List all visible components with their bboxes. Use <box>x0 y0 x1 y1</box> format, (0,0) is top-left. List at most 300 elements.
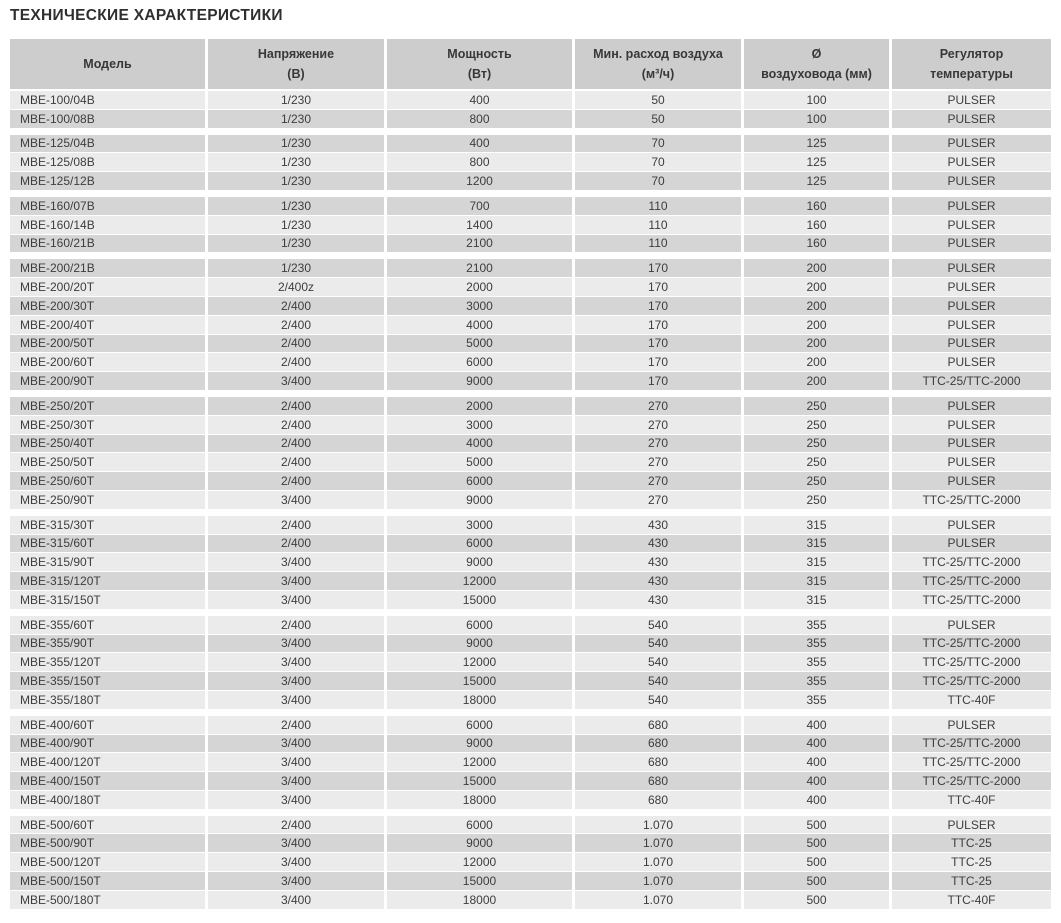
cell-power: 15000 <box>387 672 572 690</box>
model-group <box>10 716 1051 809</box>
cell-model: MBE-400/120T <box>10 753 205 771</box>
cell-model: MBE-315/90T <box>10 553 205 571</box>
cell-regulator: PULSER <box>892 816 1051 834</box>
cell-power: 12000 <box>387 753 572 771</box>
cell-airflow: 270 <box>575 435 741 453</box>
cell-duct: 315 <box>744 591 889 609</box>
cell-airflow: 430 <box>575 516 741 534</box>
cell-model: MBE-500/60T <box>10 816 205 834</box>
cell-airflow: 50 <box>575 91 741 109</box>
cell-model: MBE-500/120T <box>10 853 205 871</box>
cell-voltage: 1/230 <box>208 110 384 128</box>
cell-duct: 200 <box>744 259 889 277</box>
table-row <box>10 416 1051 434</box>
cell-duct: 100 <box>744 91 889 109</box>
table-row <box>10 591 1051 609</box>
cell-regulator: PULSER <box>892 91 1051 109</box>
cell-regulator: PULSER <box>892 172 1051 190</box>
cell-duct: 500 <box>744 816 889 834</box>
cell-model: MBE-500/180T <box>10 891 205 909</box>
cell-regulator: PULSER <box>892 110 1051 128</box>
cell-airflow: 170 <box>575 353 741 371</box>
cell-model: MBE-355/60T <box>10 616 205 634</box>
cell-voltage: 2/400 <box>208 297 384 315</box>
cell-voltage: 3/400 <box>208 753 384 771</box>
cell-model: MBE-250/60T <box>10 472 205 490</box>
cell-model: MBE-250/90T <box>10 491 205 509</box>
cell-voltage: 2/400 <box>208 335 384 353</box>
cell-regulator: TTC-25 <box>892 834 1051 852</box>
cell-airflow: 170 <box>575 297 741 315</box>
model-group <box>10 397 1051 509</box>
cell-airflow: 110 <box>575 216 741 234</box>
table-row <box>10 110 1051 128</box>
cell-regulator: TTC-25/TTC-2000 <box>892 753 1051 771</box>
cell-regulator: PULSER <box>892 535 1051 553</box>
cell-regulator: TTC-25/TTC-2000 <box>892 653 1051 671</box>
model-group <box>10 197 1051 252</box>
cell-duct: 315 <box>744 553 889 571</box>
cell-duct: 200 <box>744 353 889 371</box>
table-row <box>10 453 1051 471</box>
cell-voltage: 1/230 <box>208 216 384 234</box>
cell-voltage: 1/230 <box>208 259 384 277</box>
cell-model: MBE-200/60T <box>10 353 205 371</box>
cell-model: MBE-100/08B <box>10 110 205 128</box>
cell-voltage: 3/400 <box>208 834 384 852</box>
cell-regulator: PULSER <box>892 235 1051 253</box>
cell-regulator: TTC-25/TTC-2000 <box>892 591 1051 609</box>
cell-duct: 400 <box>744 753 889 771</box>
cell-airflow: 50 <box>575 110 741 128</box>
cell-power: 12000 <box>387 653 572 671</box>
cell-model: MBE-160/21B <box>10 235 205 253</box>
cell-voltage: 2/400 <box>208 516 384 534</box>
column-header-regulator <box>892 39 1051 89</box>
cell-voltage: 3/400 <box>208 891 384 909</box>
cell-duct: 315 <box>744 535 889 553</box>
cell-voltage: 1/230 <box>208 172 384 190</box>
cell-model: MBE-160/07B <box>10 197 205 215</box>
cell-model: MBE-500/150T <box>10 872 205 890</box>
table-row <box>10 197 1051 215</box>
table-row <box>10 735 1051 753</box>
cell-airflow: 270 <box>575 472 741 490</box>
cell-airflow: 680 <box>575 735 741 753</box>
cell-power: 9000 <box>387 635 572 653</box>
cell-model: MBE-355/150T <box>10 672 205 690</box>
cell-model: MBE-160/14B <box>10 216 205 234</box>
cell-power: 9000 <box>387 834 572 852</box>
cell-model: MBE-355/180T <box>10 691 205 709</box>
cell-model: MBE-250/40T <box>10 435 205 453</box>
cell-duct: 500 <box>744 853 889 871</box>
cell-model: MBE-315/30T <box>10 516 205 534</box>
cell-power: 400 <box>387 135 572 153</box>
cell-regulator: PULSER <box>892 616 1051 634</box>
cell-regulator: PULSER <box>892 716 1051 734</box>
cell-airflow: 540 <box>575 653 741 671</box>
cell-model: MBE-400/90T <box>10 735 205 753</box>
cell-duct: 315 <box>744 516 889 534</box>
table-row <box>10 616 1051 634</box>
cell-model: MBE-250/20T <box>10 397 205 415</box>
cell-model: MBE-200/50T <box>10 335 205 353</box>
cell-model: MBE-250/30T <box>10 416 205 434</box>
model-group <box>10 816 1051 909</box>
cell-duct: 400 <box>744 772 889 790</box>
cell-airflow: 1.070 <box>575 834 741 852</box>
cell-model: MBE-315/60T <box>10 535 205 553</box>
cell-regulator: TTC-25 <box>892 853 1051 871</box>
cell-voltage: 1/230 <box>208 235 384 253</box>
cell-airflow: 540 <box>575 691 741 709</box>
table-row <box>10 816 1051 834</box>
cell-duct: 355 <box>744 691 889 709</box>
cell-airflow: 270 <box>575 491 741 509</box>
cell-model: MBE-200/40T <box>10 316 205 334</box>
cell-model: MBE-355/120T <box>10 653 205 671</box>
table-row <box>10 772 1051 790</box>
cell-power: 12000 <box>387 853 572 871</box>
cell-voltage: 3/400 <box>208 635 384 653</box>
table-row <box>10 635 1051 653</box>
cell-model: MBE-125/04B <box>10 135 205 153</box>
table-row <box>10 316 1051 334</box>
cell-airflow: 270 <box>575 416 741 434</box>
cell-airflow: 1.070 <box>575 816 741 834</box>
table-row <box>10 372 1051 390</box>
cell-voltage: 1/230 <box>208 91 384 109</box>
cell-regulator: PULSER <box>892 516 1051 534</box>
table-row <box>10 491 1051 509</box>
cell-voltage: 3/400 <box>208 591 384 609</box>
table-body <box>10 91 1051 909</box>
cell-power: 6000 <box>387 353 572 371</box>
cell-voltage: 2/400 <box>208 435 384 453</box>
cell-duct: 500 <box>744 872 889 890</box>
cell-airflow: 1.070 <box>575 872 741 890</box>
cell-duct: 355 <box>744 653 889 671</box>
cell-power: 15000 <box>387 591 572 609</box>
cell-model: MBE-400/60T <box>10 716 205 734</box>
cell-power: 4000 <box>387 435 572 453</box>
cell-voltage: 3/400 <box>208 672 384 690</box>
cell-model: MBE-355/90T <box>10 635 205 653</box>
table-row <box>10 353 1051 371</box>
cell-voltage: 3/400 <box>208 853 384 871</box>
table-row <box>10 853 1051 871</box>
cell-airflow: 430 <box>575 572 741 590</box>
cell-model: MBE-200/20T <box>10 278 205 296</box>
page-title: ТЕХНИЧЕСКИЕ ХАРАКТЕРИСТИКИ <box>10 7 283 24</box>
table-row <box>10 172 1051 190</box>
cell-regulator: TTC-25/TTC-2000 <box>892 553 1051 571</box>
cell-duct: 250 <box>744 435 889 453</box>
table-header-row <box>10 39 1051 89</box>
cell-power: 6000 <box>387 816 572 834</box>
cell-duct: 400 <box>744 791 889 809</box>
cell-duct: 500 <box>744 891 889 909</box>
column-header-line: воздуховода (мм) <box>761 67 872 81</box>
column-header-power <box>387 39 572 89</box>
cell-voltage: 2/400 <box>208 535 384 553</box>
cell-voltage: 2/400z <box>208 278 384 296</box>
cell-model: MBE-400/180T <box>10 791 205 809</box>
cell-regulator: TTC-40F <box>892 891 1051 909</box>
table-row <box>10 535 1051 553</box>
cell-power: 800 <box>387 153 572 171</box>
cell-duct: 125 <box>744 172 889 190</box>
table-row <box>10 872 1051 890</box>
column-header-model <box>10 39 205 89</box>
cell-duct: 400 <box>744 716 889 734</box>
column-header-line: (В) <box>287 67 305 81</box>
cell-airflow: 110 <box>575 235 741 253</box>
cell-regulator: PULSER <box>892 416 1051 434</box>
column-header-line: Мин. расход воздуха <box>593 47 723 61</box>
column-header-line: Регулятор <box>939 47 1004 61</box>
cell-power: 400 <box>387 91 572 109</box>
cell-model: MBE-200/30T <box>10 297 205 315</box>
table-row <box>10 335 1051 353</box>
cell-regulator: PULSER <box>892 397 1051 415</box>
cell-duct: 315 <box>744 572 889 590</box>
cell-duct: 500 <box>744 834 889 852</box>
cell-model: MBE-500/90T <box>10 834 205 852</box>
model-group <box>10 616 1051 709</box>
cell-voltage: 3/400 <box>208 372 384 390</box>
cell-voltage: 2/400 <box>208 416 384 434</box>
cell-duct: 400 <box>744 735 889 753</box>
cell-power: 6000 <box>387 472 572 490</box>
cell-voltage: 3/400 <box>208 772 384 790</box>
table-row <box>10 672 1051 690</box>
column-header-line: (Вт) <box>467 67 492 81</box>
cell-airflow: 680 <box>575 772 741 790</box>
cell-duct: 200 <box>744 335 889 353</box>
table-row <box>10 691 1051 709</box>
cell-power: 2100 <box>387 259 572 277</box>
cell-voltage: 2/400 <box>208 397 384 415</box>
cell-power: 6000 <box>387 716 572 734</box>
cell-regulator: PULSER <box>892 216 1051 234</box>
cell-power: 3000 <box>387 416 572 434</box>
cell-model: MBE-125/12B <box>10 172 205 190</box>
cell-power: 2100 <box>387 235 572 253</box>
cell-duct: 100 <box>744 110 889 128</box>
column-header-airflow <box>575 39 741 89</box>
cell-airflow: 170 <box>575 316 741 334</box>
cell-voltage: 1/230 <box>208 197 384 215</box>
cell-voltage: 3/400 <box>208 653 384 671</box>
column-header-line: (м³/ч) <box>641 67 675 81</box>
cell-voltage: 3/400 <box>208 691 384 709</box>
cell-voltage: 2/400 <box>208 816 384 834</box>
cell-voltage: 2/400 <box>208 453 384 471</box>
cell-regulator: TTC-25/TTC-2000 <box>892 635 1051 653</box>
cell-airflow: 70 <box>575 153 741 171</box>
cell-duct: 250 <box>744 397 889 415</box>
cell-model: MBE-200/90T <box>10 372 205 390</box>
cell-power: 18000 <box>387 691 572 709</box>
cell-duct: 200 <box>744 372 889 390</box>
cell-power: 2000 <box>387 397 572 415</box>
cell-airflow: 680 <box>575 716 741 734</box>
column-header-line: Напряжение <box>257 47 335 61</box>
cell-duct: 355 <box>744 616 889 634</box>
cell-airflow: 1.070 <box>575 891 741 909</box>
cell-voltage: 2/400 <box>208 716 384 734</box>
cell-voltage: 3/400 <box>208 791 384 809</box>
cell-power: 700 <box>387 197 572 215</box>
cell-voltage: 2/400 <box>208 316 384 334</box>
cell-regulator: PULSER <box>892 316 1051 334</box>
cell-power: 3000 <box>387 297 572 315</box>
cell-airflow: 430 <box>575 591 741 609</box>
table-row <box>10 572 1051 590</box>
cell-power: 12000 <box>387 572 572 590</box>
cell-airflow: 430 <box>575 535 741 553</box>
cell-power: 1200 <box>387 172 572 190</box>
cell-regulator: PULSER <box>892 197 1051 215</box>
cell-regulator: PULSER <box>892 153 1051 171</box>
cell-duct: 200 <box>744 316 889 334</box>
table-row <box>10 153 1051 171</box>
cell-regulator: PULSER <box>892 353 1051 371</box>
cell-airflow: 540 <box>575 635 741 653</box>
column-header-duct <box>744 39 889 89</box>
cell-airflow: 680 <box>575 791 741 809</box>
cell-voltage: 1/230 <box>208 135 384 153</box>
model-group <box>10 516 1051 609</box>
cell-regulator: TTC-40F <box>892 791 1051 809</box>
cell-model: MBE-125/08B <box>10 153 205 171</box>
cell-airflow: 270 <box>575 453 741 471</box>
cell-power: 9000 <box>387 491 572 509</box>
cell-power: 3000 <box>387 516 572 534</box>
cell-regulator: TTC-25/TTC-2000 <box>892 372 1051 390</box>
cell-airflow: 110 <box>575 197 741 215</box>
cell-voltage: 1/230 <box>208 153 384 171</box>
cell-voltage: 2/400 <box>208 472 384 490</box>
table-row <box>10 216 1051 234</box>
cell-regulator: TTC-25/TTC-2000 <box>892 672 1051 690</box>
column-header-line: Модель <box>83 57 132 71</box>
cell-power: 4000 <box>387 316 572 334</box>
cell-regulator: TTC-25/TTC-2000 <box>892 572 1051 590</box>
cell-airflow: 540 <box>575 672 741 690</box>
cell-voltage: 3/400 <box>208 735 384 753</box>
cell-duct: 160 <box>744 235 889 253</box>
cell-power: 9000 <box>387 553 572 571</box>
cell-model: MBE-315/150T <box>10 591 205 609</box>
cell-regulator: TTC-40F <box>892 691 1051 709</box>
cell-duct: 355 <box>744 672 889 690</box>
table-row <box>10 716 1051 734</box>
table-row <box>10 653 1051 671</box>
model-group <box>10 91 1051 128</box>
cell-power: 6000 <box>387 616 572 634</box>
model-group <box>10 259 1051 390</box>
cell-power: 9000 <box>387 372 572 390</box>
cell-airflow: 270 <box>575 397 741 415</box>
cell-duct: 250 <box>744 416 889 434</box>
cell-voltage: 3/400 <box>208 572 384 590</box>
cell-airflow: 540 <box>575 616 741 634</box>
cell-model: MBE-250/50T <box>10 453 205 471</box>
cell-power: 5000 <box>387 453 572 471</box>
cell-duct: 200 <box>744 297 889 315</box>
table-row <box>10 235 1051 253</box>
cell-duct: 160 <box>744 216 889 234</box>
cell-airflow: 430 <box>575 553 741 571</box>
table-row <box>10 278 1051 296</box>
table-row <box>10 297 1051 315</box>
cell-duct: 355 <box>744 635 889 653</box>
cell-duct: 125 <box>744 153 889 171</box>
cell-airflow: 70 <box>575 135 741 153</box>
column-header-line: температуры <box>930 67 1013 81</box>
cell-power: 9000 <box>387 735 572 753</box>
cell-regulator: TTC-25 <box>892 872 1051 890</box>
cell-voltage: 2/400 <box>208 616 384 634</box>
column-header-line: Мощность <box>447 47 512 61</box>
cell-airflow: 170 <box>575 372 741 390</box>
column-header-line: Ø <box>811 47 822 61</box>
table-row <box>10 516 1051 534</box>
cell-duct: 250 <box>744 472 889 490</box>
cell-airflow: 170 <box>575 278 741 296</box>
cell-regulator: PULSER <box>892 472 1051 490</box>
table-row <box>10 553 1051 571</box>
table-row <box>10 259 1051 277</box>
spec-table <box>10 39 1051 909</box>
cell-model: MBE-200/21B <box>10 259 205 277</box>
table-row <box>10 91 1051 109</box>
cell-regulator: PULSER <box>892 278 1051 296</box>
cell-power: 800 <box>387 110 572 128</box>
cell-power: 18000 <box>387 891 572 909</box>
cell-model: MBE-315/120T <box>10 572 205 590</box>
cell-duct: 160 <box>744 197 889 215</box>
model-group <box>10 135 1051 190</box>
cell-duct: 200 <box>744 278 889 296</box>
cell-regulator: PULSER <box>892 297 1051 315</box>
cell-regulator: PULSER <box>892 435 1051 453</box>
table-row <box>10 791 1051 809</box>
cell-model: MBE-100/04B <box>10 91 205 109</box>
cell-power: 1400 <box>387 216 572 234</box>
cell-airflow: 170 <box>575 335 741 353</box>
cell-power: 15000 <box>387 772 572 790</box>
table-row <box>10 753 1051 771</box>
table-row <box>10 397 1051 415</box>
cell-regulator: TTC-25/TTC-2000 <box>892 735 1051 753</box>
cell-duct: 250 <box>744 453 889 471</box>
cell-power: 18000 <box>387 791 572 809</box>
cell-voltage: 3/400 <box>208 872 384 890</box>
cell-duct: 250 <box>744 491 889 509</box>
table-row <box>10 435 1051 453</box>
cell-airflow: 70 <box>575 172 741 190</box>
cell-model: MBE-400/150T <box>10 772 205 790</box>
column-header-voltage <box>208 39 384 89</box>
cell-regulator: TTC-25/TTC-2000 <box>892 772 1051 790</box>
cell-voltage: 2/400 <box>208 353 384 371</box>
cell-regulator: PULSER <box>892 259 1051 277</box>
cell-airflow: 1.070 <box>575 853 741 871</box>
